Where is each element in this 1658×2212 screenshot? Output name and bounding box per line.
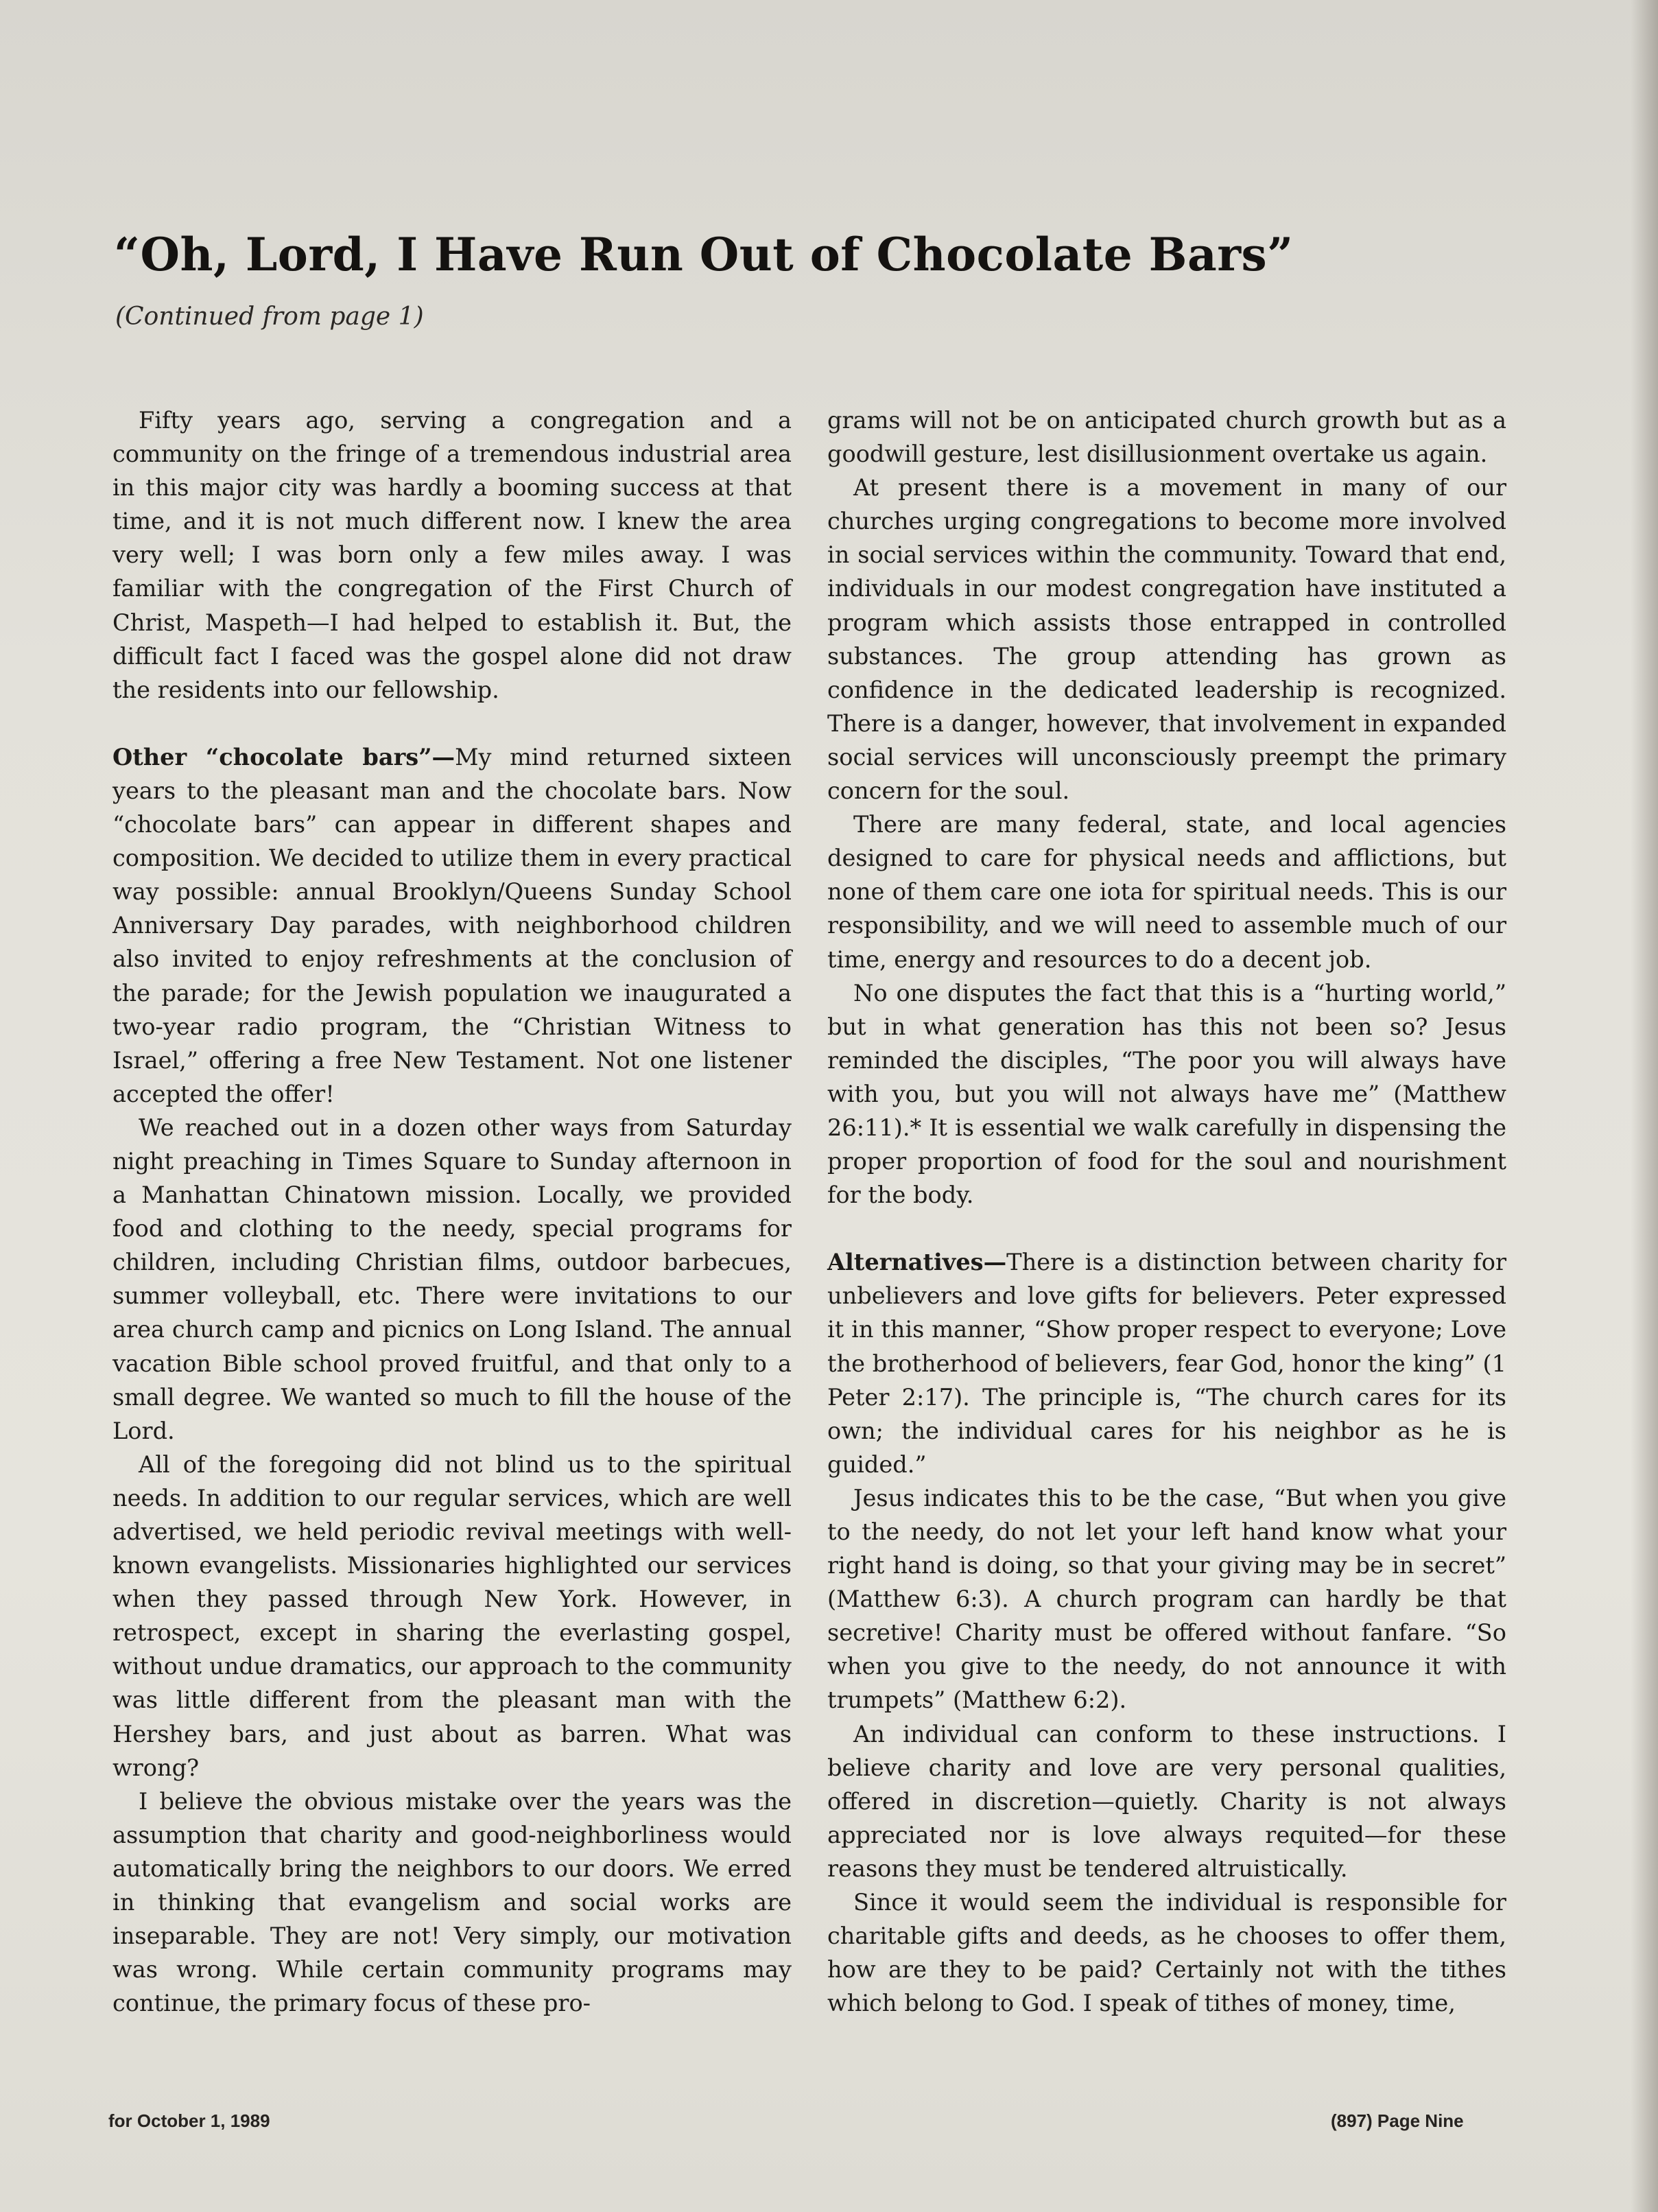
left-column bbox=[112, 403, 792, 2020]
section-paragraph bbox=[112, 740, 792, 1111]
paragraph: Jesus indicates this to be the case, “But when you give to the needy, do not let your left hand know what your right hand is doing, so that your giving may be in secret” (Matthew 6:3). A church program can hardly be that secretive! Charity must be offered without fanfare. “So when you give to the needy, do not announce it with trumpets” (Matthew 6:2). bbox=[827, 1484, 1506, 1714]
article-title: “Oh, Lord, I Have Run Out of Chocolate Bars” bbox=[114, 228, 1294, 282]
paragraph-text: There is a distinction between charity for unbelievers and love gifts for believers. Peter expressed it in this manner, “Show proper respect to everyone; Love the brotherhood of believers, fear God, honor the king” (1 Peter 2:17). The principle is, “The church cares for its own; the individual cares for his neighbor as he is guided.” bbox=[827, 1249, 1506, 1478]
footer-page-number: (897) Page Nine bbox=[1331, 2110, 1464, 2131]
paragraph-text: My mind returned sixteen years to the pleasant man and the chocolate bars. Now “chocolate bars” can appear in different shapes and composition. We decided to utilize them in every practical way possible: annual Brooklyn/Queens Sunday School Anniversary Day parades, with neighborhood children also invited to enjoy refreshments at the conclusion of the parade; for the Jewish population we inaugurated a two-year radio program, the “Christian Witness to Israel,” offering a free New Testament. Not one listener accepted the offer! bbox=[112, 743, 792, 1107]
paragraph: I believe the obvious mistake over the years was the assumption that charity and good-neighborliness would automatically bring the neighbors to our doors. We erred in thinking that evangelism and social works are inseparable. They are not! Very simply, our motivation was wrong. While certain community programs may continue, the primary focus of these pro- bbox=[112, 1787, 792, 2017]
paragraph: grams will not be on anticipated church growth but as a goodwill gesture, lest disillusionment overtake us again. bbox=[827, 407, 1506, 468]
continued-note: (Continued from page 1) bbox=[115, 303, 424, 331]
paragraph: No one disputes the fact that this is a “hurting world,” but in what generation has this not been so? Jesus reminded the disciples, “The poor you will always have with you, but you will not always have me” (Matthew 26:11).* It is essential we walk carefully in dispensing the proper proportion of food for the soul and nourishment for the body. bbox=[827, 979, 1506, 1209]
section-paragraph bbox=[827, 1245, 1506, 1481]
paragraph: An individual can conform to these instructions. I believe charity and love are very personal qualities, offered in discretion—quietly. Charity is not always appreciated nor is love always requited—for these reasons they must be tendered altruistically. bbox=[827, 1720, 1506, 1882]
paragraph: Fifty years ago, serving a congregation and a community on the fringe of a tremendous industrial area in this major city was hardly a booming success at that time, and it is not much different now. I knew the area very well; I was born only a few miles away. I was familiar with the congregation of the First Church of Christ, Maspeth—I had helped to establish it. But, the difficult fact I faced was the gospel alone did not draw the residents into our fellowship. bbox=[112, 407, 792, 703]
paragraph: Since it would seem the individual is responsible for charitable gifts and deeds, as he chooses to offer them, how are they to be paid? Certainly not with the tithes which belong to God. I speak of tithes of money, time, bbox=[827, 1889, 1506, 2017]
section-heading: Alternatives— bbox=[827, 1248, 1007, 1276]
paragraph: At present there is a movement in many of our churches urging congregations to become more involved in social services within the community. Toward that end, individuals in our modest congregation have instituted a program which assists those entrapped in controlled substances. The group attending has grown as confidence in the dedicated leadership is recognized. There is a danger, however, that involvement in expanded social services will unconsciously preempt the primary concern for the soul. bbox=[827, 474, 1506, 805]
paragraph: We reached out in a dozen other ways from Saturday night preaching in Times Square to Sunday afternoon in a Manhattan Chinatown mission. Locally, we provided food and clothing to the needy, special programs for children, including Christian films, outdoor barbecues, summer volleyball, etc. There were invitations to our area church camp and picnics on Long Island. The annual vacation Bible school proved fruitful, and that only to a small degree. We wanted so much to fill the house of the Lord. bbox=[112, 1114, 792, 1444]
section-heading: Other “chocolate bars”— bbox=[112, 742, 455, 770]
right-column bbox=[827, 403, 1506, 2020]
paragraph: There are many federal, state, and local agencies designed to care for physical needs and afflictions, but none of them care one iota for spiritual needs. This is our responsibility, and we will need to assemble much of our time, energy and resources to do a decent job. bbox=[827, 811, 1506, 973]
paragraph: All of the foregoing did not blind us to the spiritual needs. In addition to our regular services, which are well advertised, we held periodic revival meetings with well-known evangelists. Missionaries highlighted our services when they passed through New York. However, in retrospect, except in sharing the everlasting gospel, without undue dramatics, our approach to the community was little different from the pleasant man with the Hershey bars, and just about as barren. What was wrong? bbox=[112, 1450, 792, 1781]
footer-date: for October 1, 1989 bbox=[108, 2110, 270, 2131]
